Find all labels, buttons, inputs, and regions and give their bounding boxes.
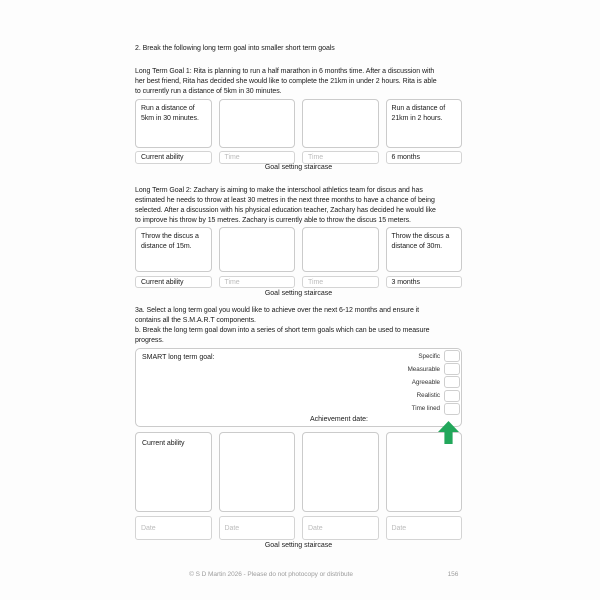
step-box-empty-field[interactable] — [302, 432, 379, 512]
checkbox-realistic[interactable] — [444, 390, 460, 402]
checklist-row-agreeable — [412, 376, 460, 388]
checkbox-label: Specific — [418, 352, 440, 360]
step-box-text: Run a distance of 5km in 30 minutes. — [141, 105, 199, 122]
checkbox-label: Realistic — [416, 392, 440, 400]
paragraph-line: contains all the S.M.A.R.T components. — [135, 317, 256, 324]
date-field[interactable] — [302, 516, 379, 540]
paragraph-line: to currently run a distance of 5km in 30 minutes. — [135, 88, 282, 95]
checkbox-time-lined[interactable] — [444, 403, 460, 415]
checklist-row-specific — [418, 350, 460, 362]
step-box-current-ability — [135, 99, 212, 148]
time-field[interactable] — [302, 276, 379, 288]
time-field[interactable] — [219, 276, 296, 288]
staircase-3-step-boxes — [135, 432, 462, 512]
paragraph-line: Long Term Goal 1: Rita is planning to run a half marathon in 6 months time. After a discussion with — [135, 68, 435, 75]
question-3-paragraph — [135, 306, 462, 346]
green-up-arrow-icon — [438, 421, 459, 444]
label-box-current-ability — [135, 276, 212, 288]
checkbox-measurable[interactable] — [444, 363, 460, 375]
date-placeholder: Date — [391, 524, 407, 532]
step-box-current-ability — [135, 227, 212, 272]
staircase-2-label-boxes — [135, 276, 462, 288]
step-box-empty-field[interactable] — [219, 227, 296, 272]
smart-checklist — [408, 350, 460, 415]
paragraph-line: progress. — [135, 337, 164, 344]
long-term-goal-1-paragraph — [135, 67, 462, 97]
checkbox-label: Measurable — [407, 365, 440, 373]
paragraph-line: b. Break the long term goal down into a series of short term goals which can be used to measure — [135, 327, 430, 334]
page-content — [135, 0, 462, 600]
staircase-2-step-boxes — [135, 227, 462, 272]
achievement-date-label: Achievement date: — [310, 416, 368, 423]
staircase-1-caption: Goal setting staircase — [264, 164, 333, 171]
label-text: 3 months — [391, 278, 420, 286]
paragraph-line: her best friend, Rita has decided she would like to complete the 21km in under 2 hours. Rita is able — [135, 78, 437, 85]
label-text: Current ability — [141, 154, 184, 161]
up-arrow-shape — [438, 421, 459, 444]
step-box-empty-field[interactable] — [386, 432, 463, 512]
time-placeholder: Time — [308, 278, 324, 286]
step-box-text: Current ability — [142, 440, 185, 447]
staircase-1-label-boxes — [135, 151, 462, 164]
time-placeholder: Time — [308, 154, 324, 161]
long-term-goal-2-paragraph — [135, 186, 462, 226]
label-text: Current ability — [141, 278, 184, 286]
question-2-text: 2. Break the following long term goal into smaller short term goals — [135, 45, 335, 52]
checklist-row-time-lined — [412, 403, 460, 415]
step-box-empty-field[interactable] — [219, 99, 296, 148]
paragraph-line: 3a. Select a long term goal you would like to achieve over the next 6-12 months and ensure it — [135, 307, 420, 314]
checkbox-label: Time lined — [411, 405, 440, 413]
staircase-3-caption: Goal setting staircase — [264, 542, 333, 549]
checkbox-specific[interactable] — [444, 350, 460, 362]
staircase-2-caption: Goal setting staircase — [264, 290, 333, 297]
date-field[interactable] — [386, 516, 463, 540]
smart-goal-label: SMART long term goal: — [142, 354, 215, 361]
step-box-text: Throw the discus a distance of 30m. — [391, 233, 450, 250]
staircase-3-date-boxes — [135, 516, 462, 540]
time-field[interactable] — [219, 151, 296, 164]
date-field[interactable] — [135, 516, 212, 540]
time-placeholder: Time — [224, 154, 240, 161]
step-box-empty-field[interactable] — [219, 432, 296, 512]
step-box-text: Throw the discus a distance of 15m. — [141, 233, 199, 250]
smart-long-term-goal-field[interactable] — [135, 348, 462, 427]
paragraph-line: to improve his throw by 15 metres. Zachary is currently able to throw the discus 15 meters. — [135, 217, 411, 224]
date-placeholder: Date — [224, 524, 240, 532]
date-placeholder: Date — [308, 524, 323, 532]
staircase-1-step-boxes — [135, 99, 462, 148]
current-ability-field[interactable] — [135, 432, 212, 512]
checklist-row-measurable — [408, 363, 460, 375]
paragraph-line: estimated he needs to throw at least 30 metres in the next three months to have a chance of being — [135, 197, 435, 204]
label-box-current-ability — [135, 151, 212, 164]
time-field[interactable] — [302, 151, 379, 164]
step-box-empty-field[interactable] — [302, 227, 379, 272]
paragraph-line: selected. After a discussion with his physical education teacher, Zachary has decided he would like — [135, 207, 436, 214]
checklist-row-realistic — [417, 390, 460, 402]
label-box-deadline — [386, 276, 463, 288]
footer-copyright: © S D Martin 2026 - Please do not photocopy or distribute — [189, 571, 353, 578]
step-box-long-term-goal — [386, 227, 463, 272]
checkbox-agreeable[interactable] — [444, 376, 460, 388]
date-field[interactable] — [219, 516, 296, 540]
date-placeholder: Date — [141, 524, 156, 532]
checkbox-label: Agreeable — [411, 378, 440, 386]
step-box-empty-field[interactable] — [302, 99, 379, 148]
label-box-deadline — [386, 151, 463, 164]
page-number: 156 — [447, 571, 459, 578]
time-placeholder: Time — [224, 278, 240, 286]
step-box-text: Run a distance of 21km in 2 hours. — [391, 105, 446, 122]
label-text: 6 months — [391, 154, 420, 161]
paragraph-line: Long Term Goal 2: Zachary is aiming to make the interschool athletics team for discus and has — [135, 187, 423, 194]
step-box-long-term-goal — [386, 99, 463, 148]
